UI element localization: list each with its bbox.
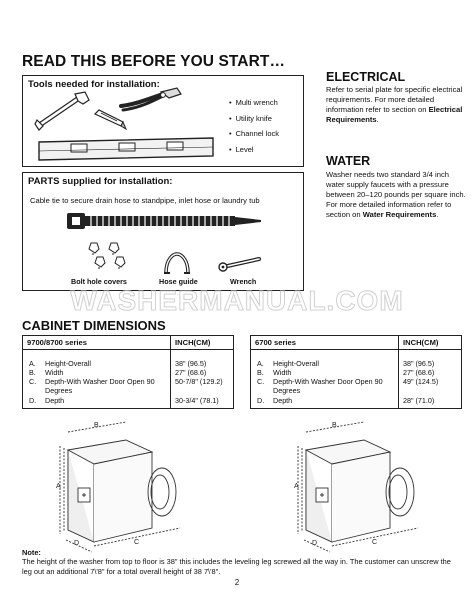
utility-knife-icon <box>93 108 127 130</box>
note-text: The height of the washer from top to floor is 38" this includes the leveling leg screwed all the way in. The customer can unscrew the leg out an additional 7\'8" for a total overall height of 38 7\'8". <box>22 557 451 576</box>
part-label-bolt-hole-covers: Bolt hole covers <box>71 277 127 286</box>
dimension-label-c: C <box>134 539 140 546</box>
dimension-label-b: B <box>332 422 337 429</box>
channel-lock-icon <box>119 86 183 112</box>
dimension-label-d: D <box>312 540 318 547</box>
table-header <box>23 336 233 350</box>
row-label: Depth <box>273 396 293 405</box>
note-label: Note: <box>22 548 41 557</box>
dimension-label-b: B <box>94 422 99 429</box>
parts-box <box>22 172 304 291</box>
row-value: 27" (68.6) <box>175 368 207 377</box>
row-value: 38" (96.5) <box>403 359 435 368</box>
table-header <box>251 336 461 350</box>
water-requirements-ref: Water Requirements <box>362 210 437 219</box>
tools-title: Tools needed for installation: <box>28 79 160 90</box>
electrical-heading: ELECTRICAL <box>326 70 406 84</box>
page-number: 2 <box>234 578 240 587</box>
row-value: 49" (124.5) <box>403 377 439 386</box>
row-letter: B. <box>257 368 264 377</box>
series-name: 9700/8700 series <box>27 338 87 347</box>
part-label-hose-guide: Hose guide <box>159 277 198 286</box>
dimension-label-d: D <box>74 540 80 547</box>
electrical-text: Refer to serial plate for specific electrical requirements. For more detailed information refer to section on Electrical Requirements. <box>326 85 463 124</box>
parts-title: PARTS supplied for installation: <box>28 176 173 187</box>
dimension-label-a: A <box>56 483 61 490</box>
series-name: 6700 series <box>255 338 296 347</box>
unit-header: INCH(CM) <box>403 338 439 347</box>
row-letter: D. <box>257 396 265 405</box>
row-letter: B. <box>29 368 36 377</box>
row-label: Depth-With Washer Door Open 90 Degrees <box>273 377 383 395</box>
dimension-label-a: A <box>294 483 299 490</box>
level-icon <box>37 136 215 162</box>
cable-tie-icon <box>65 210 265 232</box>
washer-dimension-diagram-6700 <box>268 418 428 546</box>
row-label: Depth-With Washer Door Open 90 Degrees <box>45 377 155 395</box>
tool-item: • Multi wrench <box>229 98 279 114</box>
bolt-hole-covers-icon <box>87 241 131 271</box>
wrench-icon <box>219 253 263 273</box>
row-letter: D. <box>29 396 37 405</box>
dimension-label-c: C <box>372 539 378 546</box>
row-letter: A. <box>257 359 264 368</box>
washer-dimension-diagram-9700-8700 <box>30 418 190 546</box>
electrical-requirements-ref: Electrical Requirements <box>326 105 463 124</box>
hose-guide-icon <box>163 251 191 275</box>
row-label: Width <box>45 368 64 377</box>
dimensions-table-6700 <box>250 335 462 409</box>
page-title: READ THIS BEFORE YOU START… <box>22 53 286 70</box>
row-label: Height-Overall <box>45 359 91 368</box>
row-value: 27" (68.6) <box>403 368 435 377</box>
tools-box <box>22 75 304 167</box>
water-text: Washer needs two standard 3/4 inch water supply faucets with a pressure between 20–120 pounds per square inch. For more detailed information refer to section on Water Requirements. <box>326 170 466 219</box>
tool-item: • Level <box>229 145 279 161</box>
watermark: WASHERMANUAL.COM <box>70 285 404 316</box>
tools-list <box>229 98 279 160</box>
cabinet-dimensions-title: CABINET DIMENSIONS <box>22 318 166 333</box>
parts-description: Cable tie to secure drain hose to standpipe, inlet hose or laundry tub <box>30 196 260 205</box>
row-value: 50-7/8" (129.2) <box>175 377 223 386</box>
row-value: 28" (71.0) <box>403 396 435 405</box>
dimensions-table-9700-8700 <box>22 335 234 409</box>
tool-item: • Channel lock <box>229 129 279 145</box>
unit-header: INCH(CM) <box>175 338 211 347</box>
water-heading: WATER <box>326 154 371 168</box>
row-letter: C. <box>29 377 37 386</box>
row-letter: A. <box>29 359 36 368</box>
part-label-wrench: Wrench <box>230 277 257 286</box>
row-value: 30-3/4" (78.1) <box>175 396 219 405</box>
row-value: 38" (96.5) <box>175 359 207 368</box>
row-label: Height-Overall <box>273 359 319 368</box>
row-letter: C. <box>257 377 265 386</box>
row-label: Width <box>273 368 292 377</box>
multi-wrench-icon <box>35 90 95 130</box>
tool-item: • Utility knife <box>229 114 279 130</box>
row-label: Depth <box>45 396 65 405</box>
